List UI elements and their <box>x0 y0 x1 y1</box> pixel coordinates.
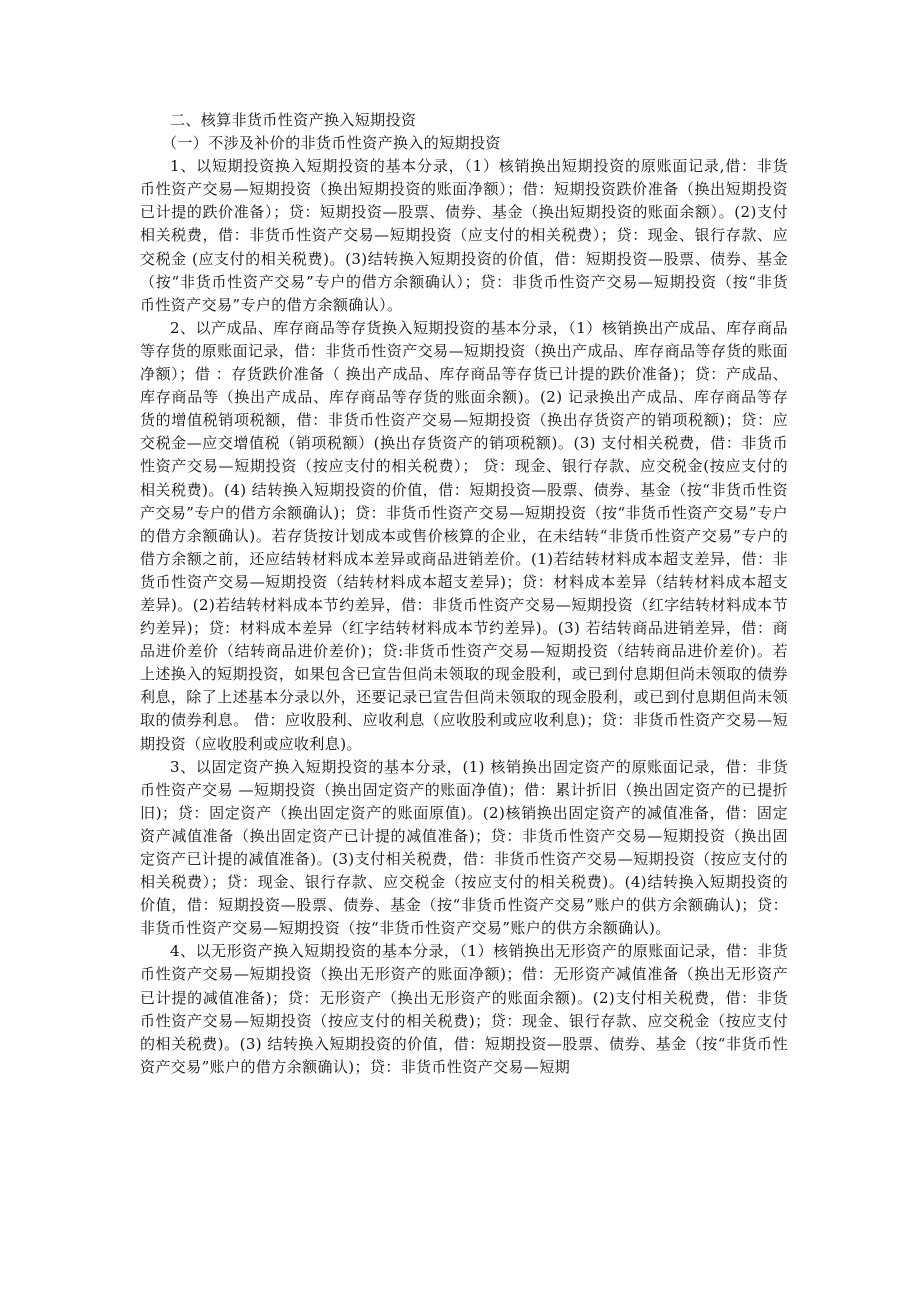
paragraph-3: 3、以固定资产换入短期投资的基本分录，(1) 核销换出固定资产的原账面记录，借：非货币性资产交易 —短期投资（换出固定资产的账面净值)；借：累计折旧（换出固定资产的已提折旧)；贷：固定资产（换出固定资产的账面原值)。(2)核销换出固定资产的减值准备，借：固定资产减值准备（换出固定资产已计提的减值准备)；贷：非货币性资产交易—短期投资（换出固定资产已计提的减值准备)。(3)支付相关税费，借：非货币性资产交易—短期投资（按应支付的相关税费）；贷：现金、银行存款、应交税金（按应支付的相关税费)。(4)结转换入短期投资的价值，借：短期投资—股票、债券、基金（按“非货币性资产交易”账户的供方余额确认)；贷：非货币性资产交易—短期投资（按“非货币性资产交易”账户的供方余额确认)。 <box>140 757 788 938</box>
subsection-title: （一）不涉及补价的非货币性资产换入的短期投资 <box>162 134 501 153</box>
paragraph-1: 1、以短期投资换入短期投资的基本分录，（1）核销换出短期投资的原账面记录,借：非货币性资产交易—短期投资（换出短期投资的账面净额）；借：短期投资跌价准备（换出短期投资已计提的跌价准备）；贷：短期投资—股票、债券、基金（换出短期投资的账面余额）。(2)支付相关税费，借：非货币性资产交易—短期投资（应支付的相关税费）；贷：现金、银行存款、应交税金 (应支付的相关税费)。(3)结转换入短期投资的价值，借：短期投资—股票、债券、基金（按“非货币性资产交易”专户的借方余额确认）；贷：非货币性资产交易—短期投资（按“非货币性资产交易”专户的借方余额确认）。 <box>140 157 788 314</box>
document-body <box>140 109 788 1079</box>
section-title: 二、核算非货币性资产换入短期投资 <box>170 111 417 129</box>
paragraph-2: 2、以产成品、库存商品等存货换入短期投资的基本分录，（1）核销换出产成品、库存商品等存货的原账面记录，借：非货币性资产交易—短期投资（换出产成品、库存商品等存货的账面净额）；借 ：存货跌价准备（ 换出产成品、库存商品等存货已计提的跌价准备)；贷：产成品、库存商品等（换出产成品、库存商品等存货的账面余额)。(2) 记录换出产成品、库存商品等存货的增值税销项税额，借：非货币性资产交易—短期投资（换出存货资产的销项税额)；贷：应交税金—应交增值税（销项税额）(换出存货资产的销项税额)。(3) 支付相关税费，借：非货币性资产交易—短期投资（按应支付的相关税费）； 贷：现金、银行存款、应交税金(按应支付的相关税费)。(4) 结转换入短期投资的价值，借：短期投资—股票、债券、基金（按“非货币性资产交易”专户的借方余额确认)；贷：非货币性资产交易—短期投资（按“非货币性资产交易”专户的借方余额确认)。若存货按计划成本或售价核算的企业，在未结转“非货币性资产交易”专户的借方余额之前，还应结转材料成本差异或商品进销差价。(1)若结转材料成本超支差异，借：非货币性资产交易—短期投资（结转材料成本超支差异)；贷：材料成本差异（结转材料成本超支差异)。(2)若结转材料成本节约差异，借：非货币性资产交易—短期投资（红字结转材料成本节约差异)；贷：材料成本差异（红字结转材料成本节约差异)。(3) 若结转商品进销差异，借：商品进价差价（结转商品进价差价)；贷:非货币性资产交易—短期投资（结转商品进价差价)。若上述换入的短期投资，如果包含已宣告但尚未领取的现金股利，或已到付息期但尚未领取的债券利息，除了上述基本分录以外，还要记录已宣告但尚未领取的现金股利，或已到付息期但尚未领取的债券利息。 借：应收股利、应收利息（应收股利或应收利息)；贷：非货币性资产交易—短期投资（应收股利或应收利息)。 <box>140 318 788 753</box>
paragraph-4: 4、以无形资产换入短期投资的基本分录，（1）核销换出无形资产的原账面记录，借：非货币性资产交易—短期投资（换出无形资产的账面净额)；借：无形资产减值准备（换出无形资产已计提的减值准备)；贷：无形资产（换出无形资产的账面余额)。(2)支付相关税费，借：非货币性资产交易—短期投资（按应支付的相关税费)；贷：现金、银行存款、应交税金（按应支付的相关税费)。(3) 结转换入短期投资的价值，借：短期投资—股票、债券、基金（按“非货币性资产交易”账户的借方余额确认)；贷：非货币性资产交易—短期 <box>140 942 788 1076</box>
